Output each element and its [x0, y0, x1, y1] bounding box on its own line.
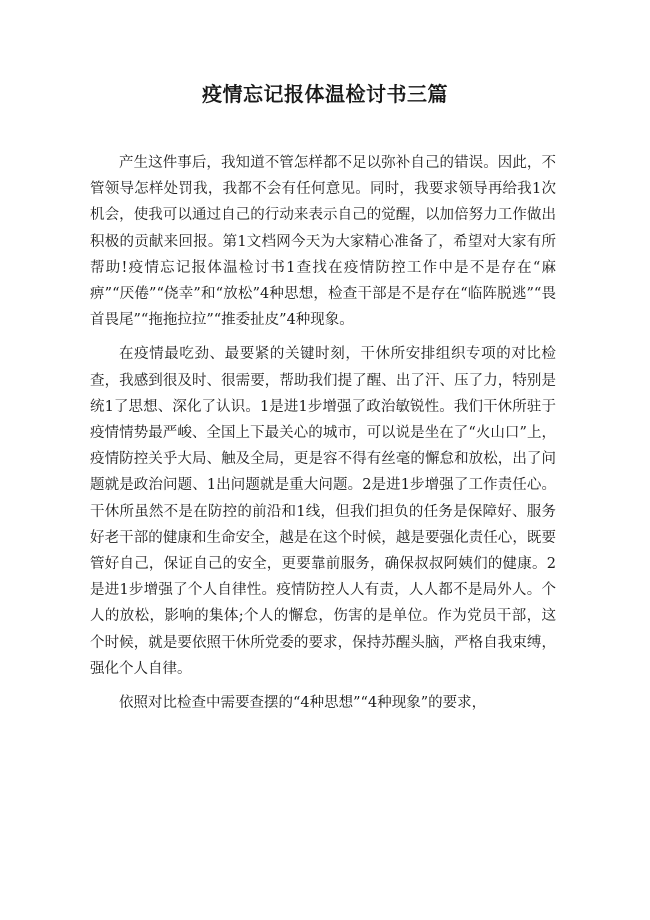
paragraph-2: 在疫情最吃劲、最要紧的关键时刻，干休所安排组织专项的对比检查，我感到很及时、很需要，帮助我们提了醒、出了汗、压了力，特别是统1了思想、深化了认识。1是进1步增强了政治敏锐性。我们干休所驻于疫情情势最严峻、全国上下最关心的城市，可以说是坐在了“火山口”上，疫情防控关乎大局、触及全局，更是容不得有丝毫的懈怠和放松，出了问题就是政治问题、1出问题就是重大问题。2是进1步增强了工作责任心。干休所虽然不是在防控的前沿和1线，但我们担负的任务是保障好、服务好老干部的健康和生命安全，越是在这个时候，越是要强化责任心，既要管好自己，保证自己的安全，更要靠前服务，确保叔叔阿姨们的健康。2是进1步增强了个人自律性。疫情防控人人有责，人人都不是局外人。个人的放松，影响的集体;个人的懈怠，伤害的是单位。作为党员干部，这个时候，就是要依照干休所党委的要求，保持苏醒头脑，严格自我束缚，强化个人自律。 [90, 346, 556, 677]
paragraph-1: 产生这件事后，我知道不管怎样都不足以弥补自己的错误。因此，不管领导怎样处罚我，我都不会有任何意见。同时，我要求领导再给我1次机会，使我可以通过自己的行动来表示自己的觉醒，以加倍努力工作做出积极的贡献来回报。第1文档网今天为大家精心准备了，希望对大家有所帮助!疫情忘记报体温检讨书1查找在疫情防控工作中是不是存在“麻痹”“厌倦”“侥幸”和“放松”4种思想，检查干部是不是存在“临阵脱逃”“畏首畏尾”“拖拖拉拉”“推委扯皮”4种现象。 [90, 155, 556, 329]
document-body [90, 150, 556, 724]
paragraph-3: 依照对比检查中需要查摆的“4种思想”“4种现象”的要求， [119, 695, 487, 712]
document-title: 疫情忘记报体温检讨书三篇 [202, 82, 448, 106]
